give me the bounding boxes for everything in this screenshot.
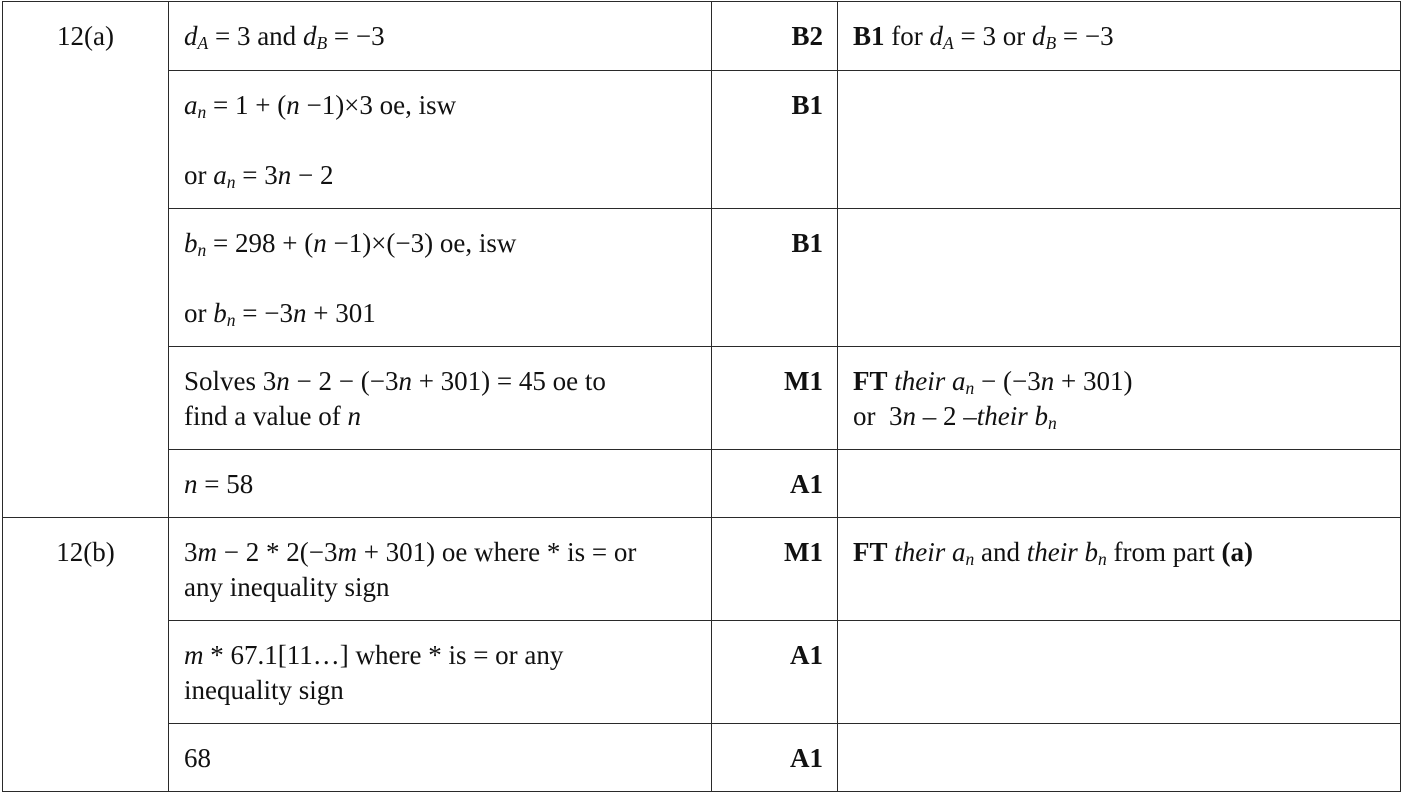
mark-cell: M1 (712, 518, 838, 621)
guidance-cell (838, 724, 1401, 792)
answer-cell: $d_A = 3$ and $d_B = -3$ (169, 2, 712, 71)
table-row (3, 621, 1401, 724)
mark-cell: A1 (712, 724, 838, 792)
guidance-cell (838, 621, 1401, 724)
guidance-cell: B1 for $d_A = 3$ or $d_B = -3$ (838, 2, 1401, 71)
guidance-cell (838, 450, 1401, 518)
answer-cell: m * 67.1[11…] where * is = or any inequality sign (169, 621, 712, 724)
mark-cell: B1 (712, 209, 838, 347)
table-row (3, 2, 1401, 71)
table-row (3, 450, 1401, 518)
answer-cell: 68 (169, 724, 712, 792)
answer-cell: Solves 3n − 2 − (−3n + 301) = 45 oe to find a value of n (169, 347, 712, 450)
table-row (3, 347, 1401, 450)
guidance-cell (838, 209, 1401, 347)
table-row (3, 71, 1401, 209)
guidance-cell: FT their $a_n - (-3n + 301)$ or 3n – 2 –their $b_n$ (838, 347, 1401, 450)
answer-cell: n = 58 (169, 450, 712, 518)
table-row (3, 518, 1401, 621)
guidance-cell (838, 71, 1401, 209)
mark-scheme-table (2, 1, 1401, 792)
question-number: 12(a) (3, 2, 169, 518)
answer-cell: 3m − 2 * 2(−3m + 301) oe where * is = or any inequality sign (169, 518, 712, 621)
answer-cell: $b_n = 298 + (n -1)\times(-3)$ oe, isw or $b_n = -3n + 301$ (169, 209, 712, 347)
mark-cell: B2 (712, 2, 838, 71)
answer-cell: $a_n = 1 + (n -1)\times 3$ oe, isw or $a_n = 3n - 2$ (169, 71, 712, 209)
mark-cell: A1 (712, 450, 838, 518)
table-row (3, 209, 1401, 347)
question-number: 12(b) (3, 518, 169, 792)
table-row (3, 724, 1401, 792)
mark-cell: M1 (712, 347, 838, 450)
guidance-cell: FT their $a_n$ and their $b_n$ from part (a) (838, 518, 1401, 621)
mark-cell: B1 (712, 71, 838, 209)
mark-cell: A1 (712, 621, 838, 724)
